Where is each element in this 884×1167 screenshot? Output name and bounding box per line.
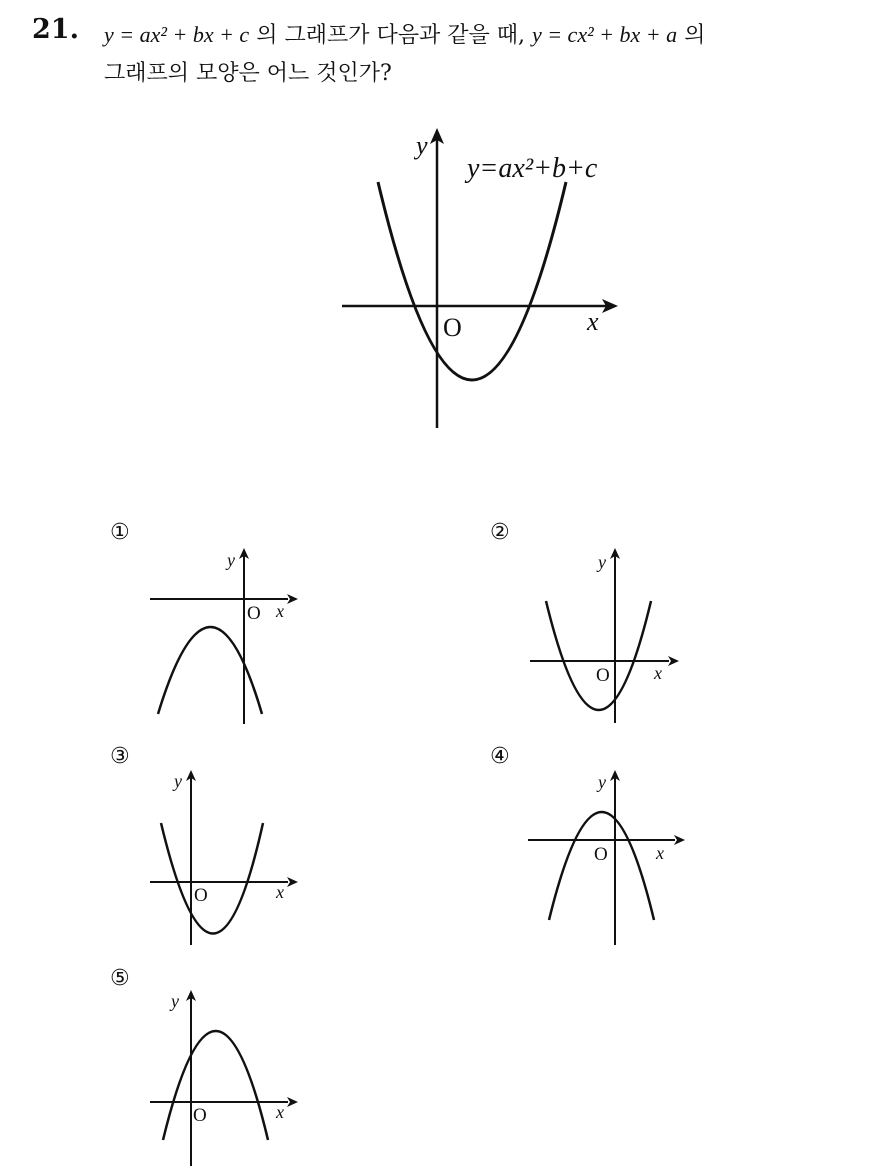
choice-2-marker[interactable]: ② [490, 520, 510, 545]
choice-3-y-label: y [174, 771, 182, 791]
choice-2-graph[interactable] [526, 548, 686, 728]
choice-4-x-label: x [656, 843, 664, 863]
choice-1-x-arrow [287, 594, 298, 604]
question-line-2: 그래프의 모양은 어느 것인가? [104, 61, 392, 86]
choice-3-x-arrow [287, 877, 298, 887]
main-parabola [378, 182, 566, 380]
choice-2-y-label: y [598, 552, 606, 572]
choice-2-origin: O [596, 665, 610, 686]
choice-4-x-arrow [674, 835, 685, 845]
equation-original: y = ax² + bx + c [104, 22, 250, 47]
choice-2-x-arrow [668, 656, 679, 666]
choice-4-graph[interactable] [526, 770, 686, 950]
choice-4-y-label: y [598, 772, 606, 792]
choice-3-marker[interactable]: ③ [110, 744, 130, 769]
choice-3-graph[interactable] [148, 770, 308, 950]
question-text-2: 의 [677, 23, 706, 48]
choice-3-x-label: x [276, 882, 284, 902]
choice-3-parabola [161, 823, 263, 934]
main-x-label: x [587, 307, 599, 336]
main-graph-equation: y=ax²+b+c [467, 153, 598, 184]
question-line-1 [104, 18, 705, 49]
question-text-1: 의 그래프가 다음과 같을 때, [249, 23, 532, 48]
choice-4-parabola [549, 812, 654, 920]
choice-5-x-arrow [287, 1097, 298, 1107]
equation-target: y = cx² + bx + a [531, 22, 678, 47]
choice-1-origin: O [247, 603, 261, 624]
choice-5-origin: O [193, 1105, 207, 1126]
main-origin-label: O [443, 313, 462, 342]
choice-5-y-label: y [171, 991, 179, 1011]
choice-1-x-label: x [276, 601, 284, 621]
choice-5-parabola [163, 1031, 268, 1140]
choice-4-marker[interactable]: ④ [490, 744, 510, 769]
choice-1-parabola [158, 627, 262, 714]
choice-2-parabola [546, 601, 651, 710]
choice-5-graph[interactable] [148, 990, 308, 1167]
choice-1-y-label: y [227, 550, 235, 570]
main-graph [330, 120, 630, 440]
choice-3-origin: O [194, 885, 208, 906]
main-y-label: y [416, 131, 428, 160]
choice-5-x-label: x [276, 1102, 284, 1122]
choice-2-x-label: x [654, 663, 662, 683]
choice-1-marker[interactable]: ① [110, 520, 130, 545]
choice-5-marker[interactable]: ⑤ [110, 966, 130, 991]
question-number: 21. [32, 14, 79, 45]
choice-1-graph[interactable] [148, 548, 308, 728]
choice-4-origin: O [594, 844, 608, 865]
